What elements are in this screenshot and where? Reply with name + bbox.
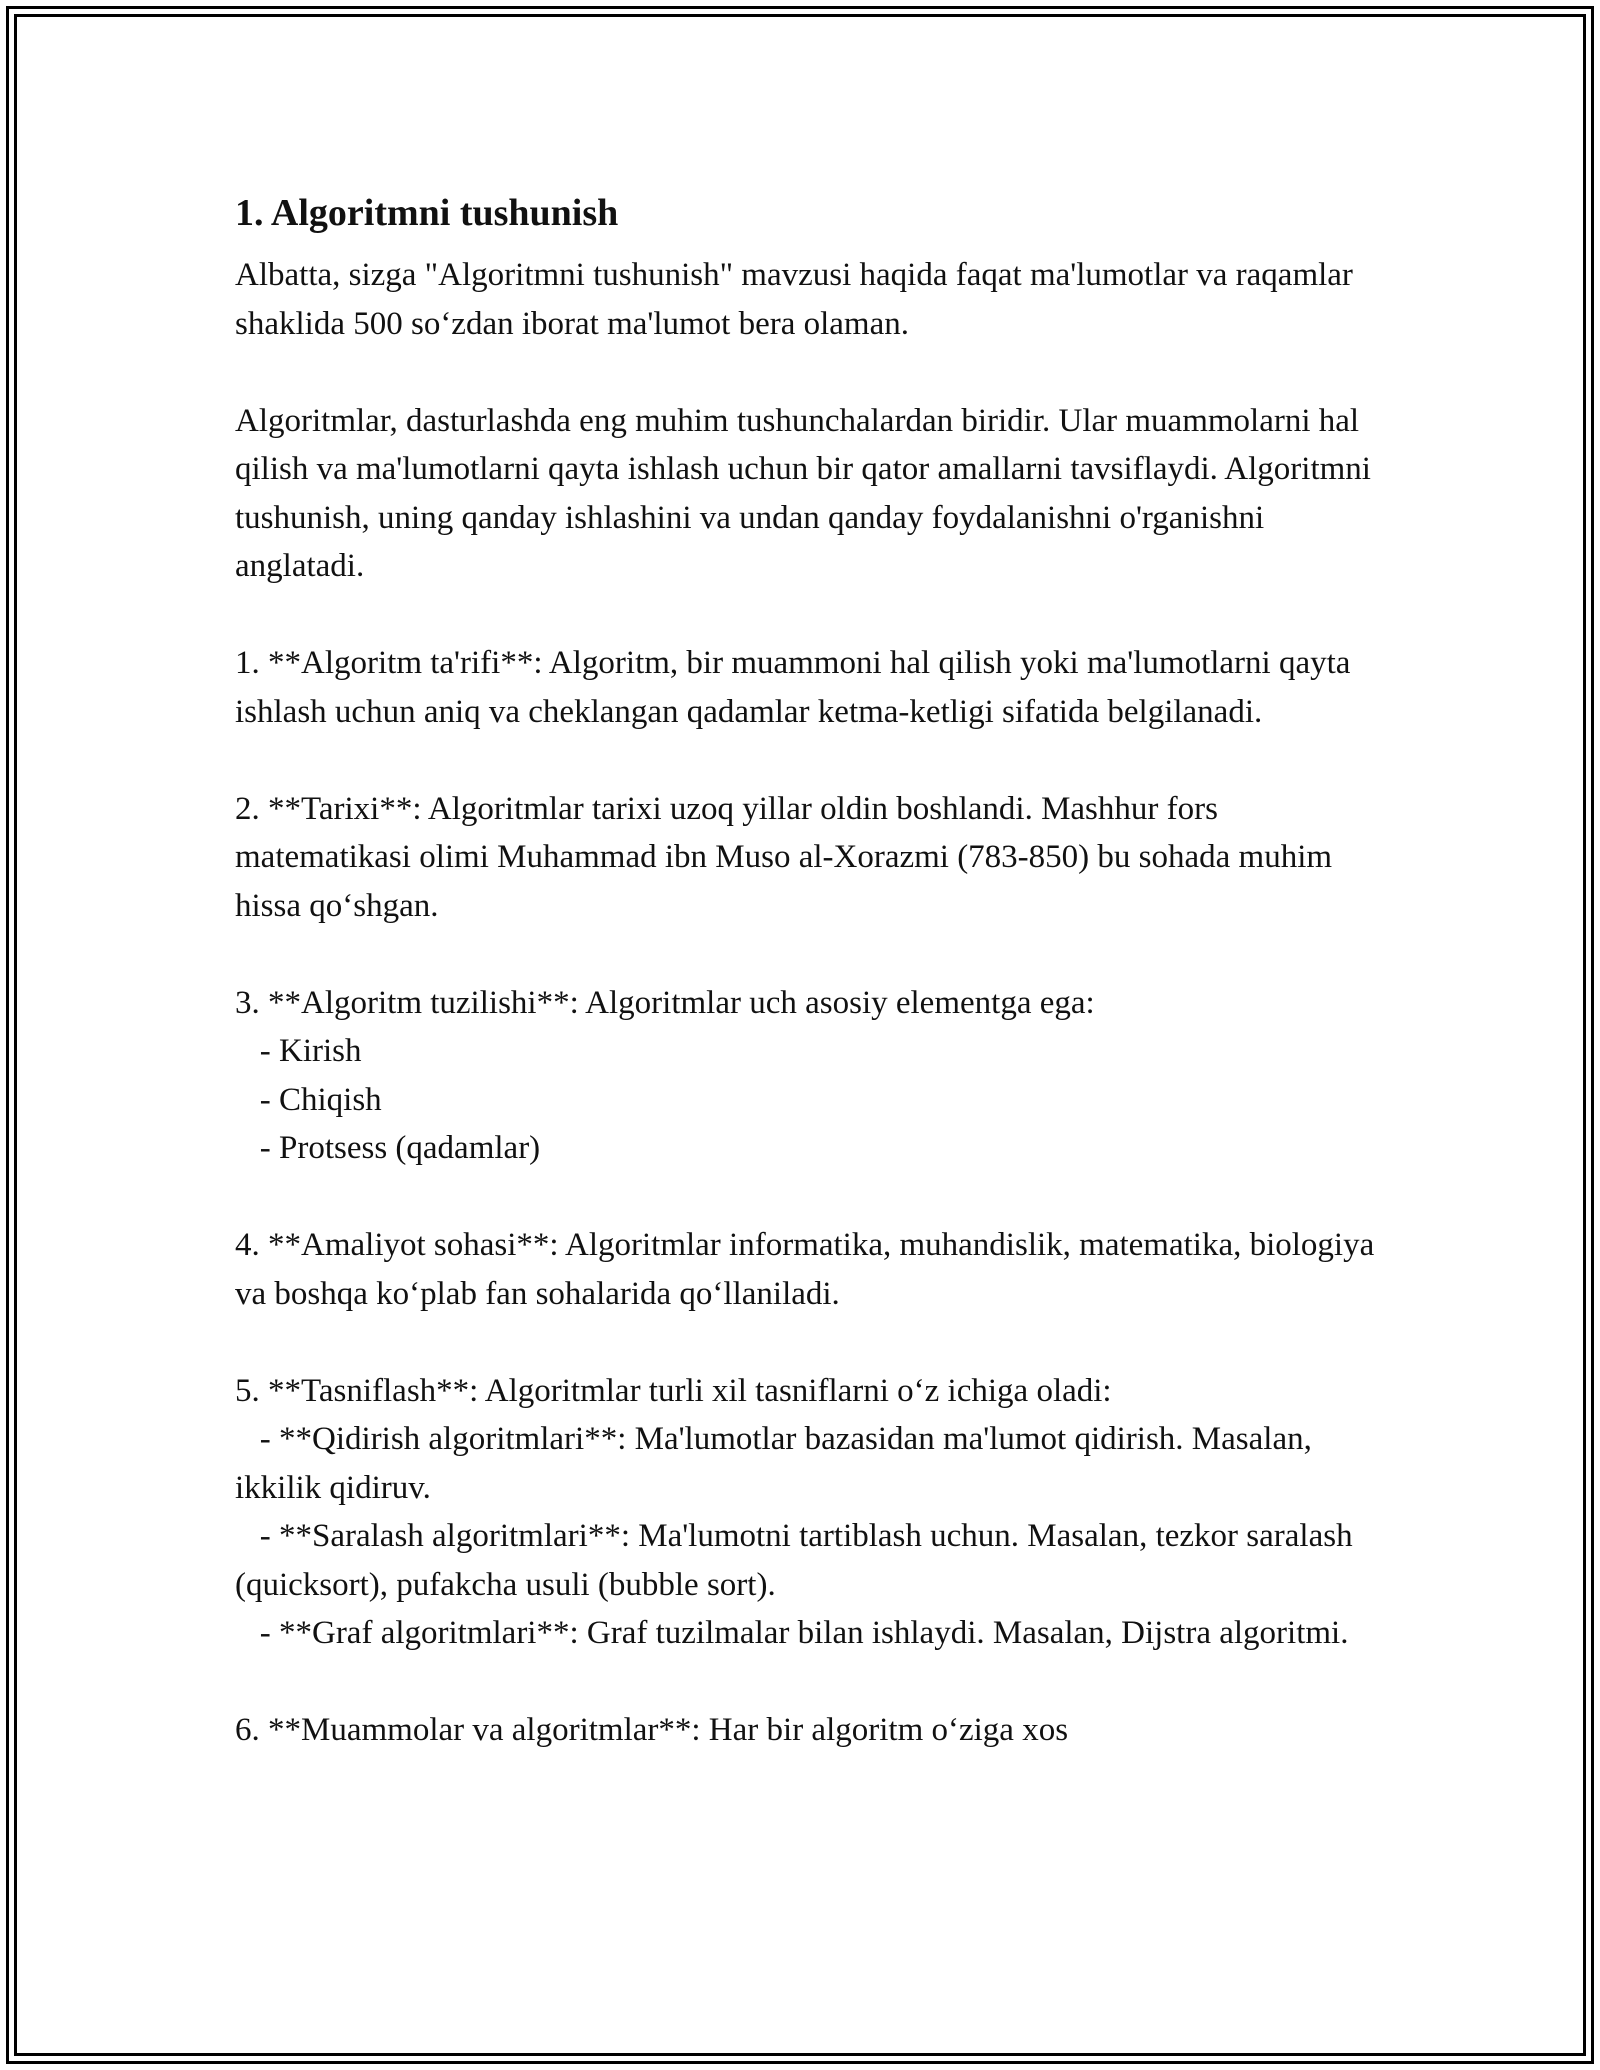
- intro-paragraph: Albatta, sizga "Algoritmni tushunish" mavzusi haqida faqat ma'lumotlar va raqamlar shaklida 500 so‘zdan iborat ma'lumot bera olaman.: [235, 257, 1362, 342]
- paragraph-spacer: [235, 1318, 1375, 1367]
- document-title: 1. Algoritmni tushunish: [235, 192, 619, 234]
- section-application: 4. **Amaliyot sohasi**: Algoritmlar informatika, muhandislik, matematika, biologiya va boshqa ko‘plab fan sohalarida qo‘llaniladi.: [235, 1227, 1383, 1312]
- paragraph-spacer: [235, 1658, 1375, 1707]
- paragraph-spacer: [235, 591, 1375, 640]
- paragraph-spacer: [235, 736, 1375, 785]
- section-structure: 3. **Algoritm tuzilishi**: Algoritmlar uch asosiy elementga ega: - Kirish - Chiqish - Protsess (qadamlar): [235, 984, 1095, 1166]
- paragraph-spacer: [235, 1173, 1375, 1222]
- paragraph-spacer: [235, 930, 1375, 979]
- section-history: 2. **Tarixi**: Algoritmlar tarixi uzoq yillar oldin boshlandi. Mashhur fors matematikasi olimi Muhammad ibn Muso al-Xorazmi (783-850) bu sohada muhim hissa qo‘shgan.: [235, 790, 1341, 924]
- section-problems: 6. **Muammolar va algoritmlar**: Har bir algoritm o‘ziga xos: [235, 1712, 1069, 1748]
- paragraph-spacer: [235, 348, 1375, 397]
- section-definition: 1. **Algoritm ta'rifi**: Algoritm, bir muammoni hal qilish yoki ma'lumotlarni qayta ishlash uchun aniq va cheklangan qadamlar ketma-ketligi sifatida belgilanadi.: [235, 645, 1359, 730]
- section-classification: 5. **Tasniflash**: Algoritmlar turli xil tasniflarni o‘z ichiga oladi: - **Qidirish algoritmlari**: Ma'lumotlar bazasidan ma'lumot qidirish. Masalan, ikkilik qidiruv. - **Saralash algoritmlari**: Ma'lumotni tartiblash uchun. Masalan, tezkor saralash (quicksort), pufakcha usuli (bubble sort). - **Graf algoritmlari**: Graf tuzilmalar bilan ishlaydi. Masalan, Dijstra algoritmi.: [235, 1372, 1353, 1651]
- document-body: [235, 183, 1383, 1755]
- overview-paragraph: Algoritmlar, dasturlashda eng muhim tushunchalardan biridir. Ular muammolarni hal qilish va ma'lumotlarni qayta ishlash uchun bir qator amallarni tavsiflaydi. Algoritmni tushunish, uning qanday ishlashini va undan qanday foydalanishni o'rganishni anglatadi.: [235, 402, 1380, 584]
